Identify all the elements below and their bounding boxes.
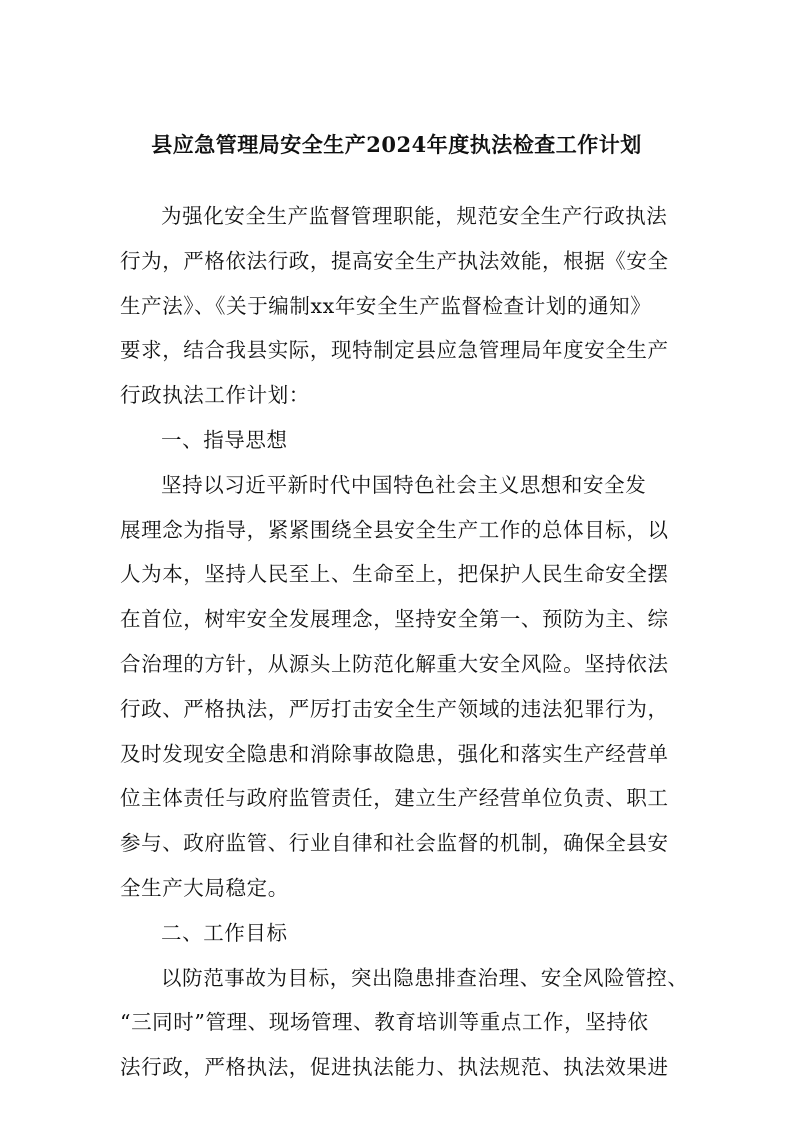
paragraph-line: 生产法》、《关于编制xx年安全生产监督检查计划的通知》: [120, 293, 652, 318]
paragraph-line: 及时发现安全隐患和消除事故隐患，强化和落实生产经营单: [120, 741, 669, 766]
section-heading: 一、指导思想: [161, 427, 288, 452]
section-heading: 二、工作目标: [161, 920, 288, 945]
paragraph-line: 参与、政府监管、行业自律和社会监督的机制，确保全县安: [120, 831, 669, 856]
paragraph-line: 在首位，树牢安全发展理念，坚持安全第一、预防为主、综: [120, 607, 669, 632]
paragraph-line: 法行政，严格执法，促进执法能力、执法规范、执法效果进: [120, 1055, 669, 1080]
paragraph-line: 以防范事故为目标，突出隐患排查治理、安全风险管控、: [161, 965, 689, 990]
document-title: 县应急管理局安全生产2024年度执法检查工作计划: [151, 132, 642, 157]
paragraph-line: 展理念为指导，紧紧围绕全县安全生产工作的总体目标，以: [120, 517, 669, 542]
paragraph-line: 行政执法工作计划：: [120, 383, 310, 408]
paragraph-line: 要求，结合我县实际，现特制定县应急管理局年度安全生产: [120, 338, 669, 363]
paragraph-line: 为强化安全生产监督管理职能，规范安全生产行政执法: [161, 204, 668, 228]
paragraph-line: “三同时”管理、现场管理、教育培训等重点工作，坚持依: [120, 1010, 649, 1035]
paragraph-line: 全生产大局稳定。: [120, 875, 289, 900]
paragraph-line: 行政、严格执法，严厉打击安全生产领域的违法犯罪行为，: [120, 696, 669, 721]
paragraph-line: 合治理的方针，从源头上防范化解重大安全风险。坚持依法: [120, 651, 669, 676]
paragraph-line: 人为本，坚持人民至上、生命至上，把保护人民生命安全摆: [120, 562, 669, 587]
document-body: [120, 194, 689, 1090]
paragraph-line: 行为，严格依法行政，提高安全生产执法效能，根据《安全: [120, 248, 669, 273]
paragraph-line: 坚持以习近平新时代中国特色社会主义思想和安全发: [161, 472, 647, 497]
paragraph-line: 位主体责任与政府监管责任，建立生产经营单位负责、职工: [120, 786, 669, 811]
